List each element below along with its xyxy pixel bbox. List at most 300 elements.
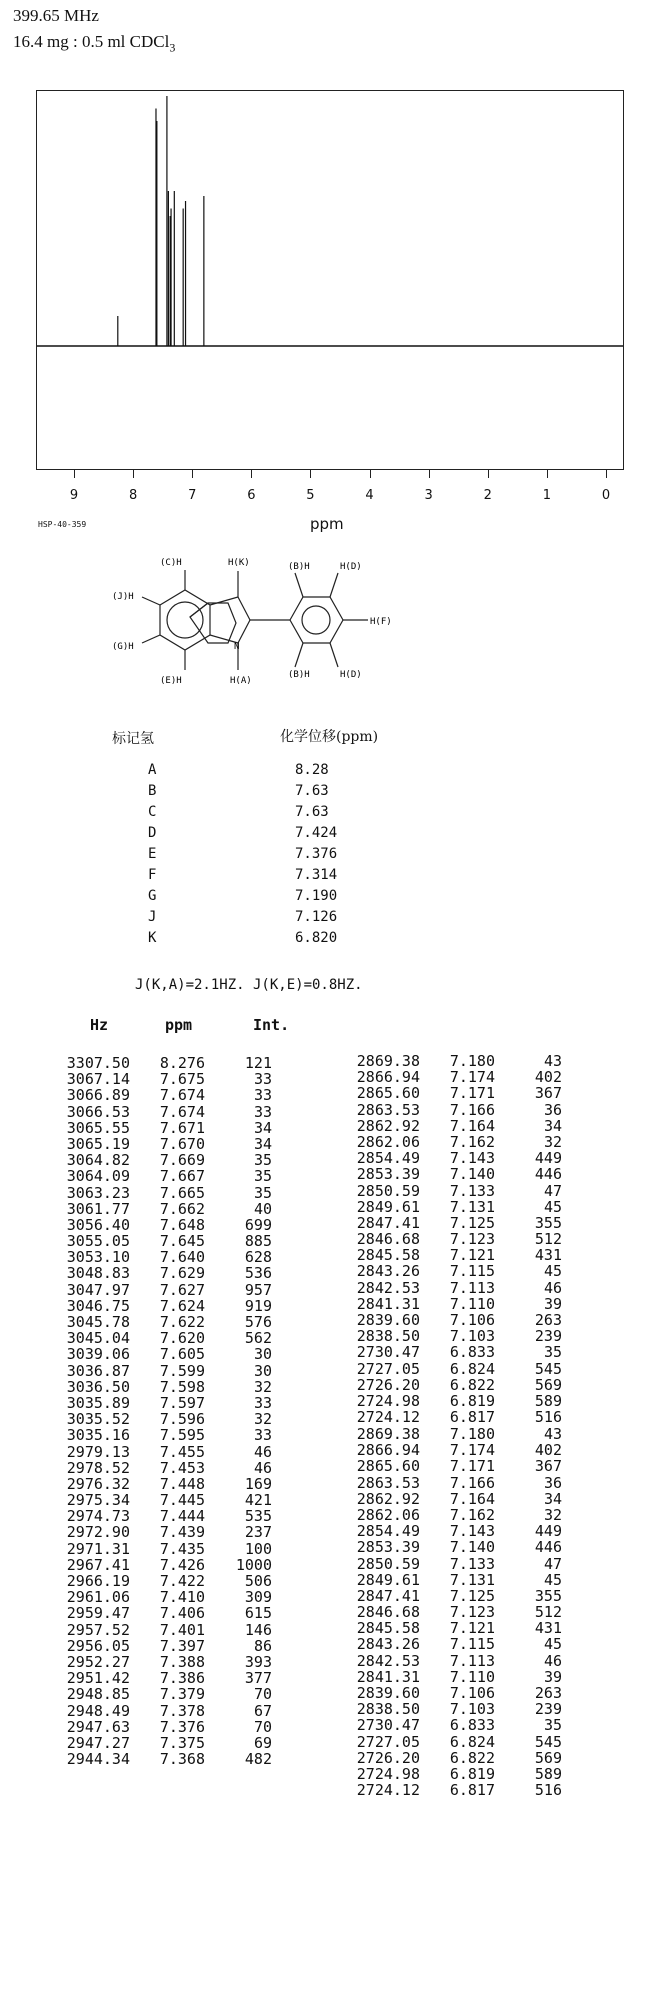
peak-row [60, 1314, 290, 1330]
assignment-value: 7.63 [295, 804, 329, 820]
peak-row [60, 1703, 290, 1719]
peak-hz: 2854.49 [356, 1522, 420, 1541]
peak-hz: 3035.16 [66, 1426, 130, 1445]
peak-ppm: 7.435 [159, 1539, 205, 1558]
peak-row [350, 1361, 600, 1377]
peak-hz: 2841.31 [356, 1294, 420, 1313]
peak-int: 100 [244, 1539, 272, 1558]
peak-int: 47 [543, 1181, 562, 1200]
peak-hz: 3047.97 [66, 1280, 130, 1299]
axis-tick [370, 470, 371, 478]
peak-ppm: 7.103 [449, 1327, 495, 1346]
peak-hz: 2956.05 [66, 1636, 130, 1655]
peak-ppm: 7.164 [449, 1116, 495, 1135]
peak-row [60, 1233, 290, 1249]
peak-hz: 2726.20 [356, 1748, 420, 1767]
peak-row [350, 1328, 600, 1344]
peak-ppm: 7.667 [159, 1167, 205, 1186]
peak-row [60, 1282, 290, 1298]
peak-row [350, 1507, 600, 1523]
peak-ppm: 7.596 [159, 1410, 205, 1429]
peak-ppm: 7.378 [159, 1701, 205, 1720]
peak-hz: 2944.34 [66, 1750, 130, 1769]
assignment-values [295, 760, 337, 949]
peak-int: 30 [253, 1361, 272, 1380]
axis-tick-label: 8 [128, 488, 138, 503]
peak-ppm: 7.410 [159, 1588, 205, 1607]
peak-int: 393 [244, 1652, 272, 1671]
peak-hz: 3065.55 [66, 1118, 130, 1137]
label-B2: (B)H [288, 670, 310, 680]
peak-hz: 3048.83 [66, 1264, 130, 1283]
peak-int: 615 [244, 1604, 272, 1623]
peak-hz: 2727.05 [356, 1359, 420, 1378]
peak-row [350, 1393, 600, 1409]
axis-tick-label: 2 [483, 488, 492, 503]
peak-row [60, 1460, 290, 1476]
peak-hz: 3061.77 [66, 1199, 130, 1218]
peak-int: 40 [253, 1199, 272, 1218]
peak-hz: 3035.52 [66, 1410, 130, 1429]
peak-int: 70 [253, 1717, 272, 1736]
peak-ppm: 7.110 [449, 1294, 495, 1313]
peak-row [60, 1573, 290, 1589]
peak-ppm: 6.819 [449, 1391, 495, 1410]
peak-hz: 3066.53 [66, 1102, 130, 1121]
label-K: H(K) [228, 558, 250, 568]
peak-row [60, 1638, 290, 1654]
axis-tick-label: 0 [601, 488, 611, 503]
peak-int: 33 [253, 1070, 272, 1089]
peak-row [350, 1215, 600, 1231]
peak-int: 449 [534, 1149, 562, 1168]
peak-int: 45 [543, 1197, 562, 1216]
peak-hz: 3307.50 [66, 1054, 130, 1072]
peak-row [350, 1053, 600, 1069]
peak-hz: 3045.04 [66, 1329, 130, 1348]
axis-tick [310, 470, 311, 478]
spectrum-id: HSP-40-359 [38, 520, 87, 529]
assignment-value: 7.190 [295, 888, 338, 904]
assignment-label: C [148, 804, 157, 820]
sample-text: 16.4 mg : 0.5 ml CDCl [13, 32, 170, 51]
peak-hz: 2972.90 [66, 1523, 130, 1542]
peak-row [350, 1263, 600, 1279]
peak-hz: 2726.20 [356, 1375, 420, 1394]
peak-ppm: 7.106 [449, 1684, 495, 1702]
peak-int: 377 [244, 1669, 272, 1688]
peak-ppm: 7.422 [159, 1572, 205, 1590]
peak-hz: 2849.61 [356, 1570, 420, 1589]
peak-ppm: 7.375 [159, 1733, 205, 1752]
peak-row [60, 1363, 290, 1379]
peak-row [60, 1136, 290, 1152]
peak-hz: 3055.05 [66, 1232, 130, 1251]
peak-ppm: 7.671 [159, 1118, 205, 1137]
peak-hz: 2727.05 [356, 1732, 420, 1751]
peak-ppm: 6.833 [449, 1343, 495, 1362]
peak-row [60, 1476, 290, 1492]
peak-ppm: 7.455 [159, 1442, 205, 1461]
peak-hz: 2947.27 [66, 1733, 130, 1752]
peak-row [60, 1330, 290, 1346]
peak-ppm: 6.833 [449, 1716, 495, 1735]
peak-hz: 2843.26 [356, 1262, 420, 1281]
peak-ppm: 7.166 [449, 1100, 495, 1119]
peak-int: 32 [543, 1505, 562, 1524]
peak-hz: 3036.50 [66, 1377, 130, 1396]
peak-row [350, 1134, 600, 1150]
peak-ppm: 7.121 [449, 1246, 495, 1265]
peak-int: 421 [244, 1491, 272, 1510]
peak-ppm: 7.113 [449, 1278, 495, 1297]
peak-int: 628 [244, 1248, 272, 1267]
peak-int: 355 [534, 1586, 562, 1605]
peak-hz: 2853.39 [356, 1165, 420, 1184]
peak-ppm: 7.674 [159, 1086, 205, 1105]
peak-int: 33 [253, 1086, 272, 1105]
peak-row [350, 1636, 600, 1652]
peak-ppm: 7.115 [449, 1262, 495, 1281]
peak-ppm: 7.624 [159, 1296, 205, 1315]
peak-int: 45 [543, 1635, 562, 1654]
peak-ppm: 7.133 [449, 1554, 495, 1573]
peak-int: 146 [244, 1620, 272, 1639]
peak-ppm: 7.368 [159, 1750, 205, 1769]
peak-int: 35 [543, 1343, 562, 1362]
peak-row [350, 1377, 600, 1393]
peak-ppm: 7.599 [159, 1361, 205, 1380]
peak-hz: 2947.63 [66, 1717, 130, 1736]
assignment-label: J [148, 909, 157, 925]
peak-row [60, 1524, 290, 1540]
peak-ppm: 6.822 [449, 1748, 495, 1767]
peak-ppm: 7.125 [449, 1213, 495, 1232]
axis-tick-label: 9 [69, 488, 79, 503]
peak-ppm: 7.131 [449, 1197, 495, 1216]
peak-int: 569 [534, 1748, 562, 1767]
peak-row [60, 1379, 290, 1395]
peak-int: 446 [534, 1165, 562, 1184]
peak-int: 431 [534, 1246, 562, 1265]
assignment-label: B [148, 783, 157, 799]
peak-hz: 2862.06 [356, 1132, 420, 1151]
spectrum-trace [37, 91, 623, 469]
peak-int: 39 [543, 1294, 562, 1313]
peak-int: 45 [543, 1262, 562, 1281]
peak-ppm: 7.597 [159, 1393, 205, 1412]
peak-int: 33 [253, 1426, 272, 1445]
peak-hz: 3045.78 [66, 1313, 130, 1331]
label-A: H(A) [230, 676, 252, 686]
peak-int: 402 [534, 1068, 562, 1087]
peak-hz: 2846.68 [356, 1603, 420, 1622]
peak-ppm: 6.819 [449, 1764, 495, 1783]
peak-hz: 2849.61 [356, 1197, 420, 1216]
peak-hz: 2957.52 [66, 1620, 130, 1639]
peak-row [60, 1557, 290, 1573]
nmr-spectrum-plot [36, 90, 624, 470]
peak-int: 367 [534, 1457, 562, 1476]
assignment-value: 8.28 [295, 762, 329, 778]
peak-hz: 2850.59 [356, 1554, 420, 1573]
peak-int: 512 [534, 1603, 562, 1622]
peak-hz: 3064.82 [66, 1151, 130, 1170]
peak-ppm: 7.133 [449, 1181, 495, 1200]
peak-row [350, 1750, 600, 1766]
axis-tick [429, 470, 430, 478]
peak-ppm: 7.143 [449, 1522, 495, 1541]
ppm-axis [36, 470, 624, 510]
peak-int: 545 [534, 1732, 562, 1751]
peak-hz: 2838.50 [356, 1327, 420, 1346]
peak-int: 576 [244, 1313, 272, 1331]
peak-int: 506 [244, 1572, 272, 1590]
peak-row [60, 1168, 290, 1184]
peak-int: 589 [534, 1764, 562, 1783]
peak-int: 35 [543, 1716, 562, 1735]
peak-hz: 2724.98 [356, 1764, 420, 1783]
peak-row [350, 1588, 600, 1604]
peak-row [60, 1427, 290, 1443]
peak-hz: 2854.49 [356, 1149, 420, 1168]
peak-hz: 2967.41 [66, 1555, 130, 1574]
col-header-int: Int. [253, 1016, 290, 1034]
peak-int: 46 [543, 1651, 562, 1670]
peak-int: 46 [253, 1442, 272, 1461]
peak-ppm: 7.406 [159, 1604, 205, 1623]
peak-int: 34 [543, 1489, 562, 1508]
peak-hz: 3063.23 [66, 1183, 130, 1202]
peak-ppm: 7.386 [159, 1669, 205, 1688]
peak-row [350, 1458, 600, 1474]
peak-hz: 2866.94 [356, 1068, 420, 1087]
peak-ppm: 7.669 [159, 1151, 205, 1170]
peak-ppm: 7.397 [159, 1636, 205, 1655]
peak-ppm: 7.131 [449, 1570, 495, 1589]
peak-hz: 2865.60 [356, 1084, 420, 1103]
peak-ppm: 7.106 [449, 1311, 495, 1329]
assignment-col2-header: 化学位移(ppm) [280, 729, 379, 745]
peak-int: 699 [244, 1215, 272, 1234]
peak-ppm: 6.824 [449, 1732, 495, 1751]
peak-hz: 3046.75 [66, 1296, 130, 1315]
label-J: (J)H [112, 592, 134, 602]
label-D2: H(D) [340, 670, 362, 680]
peak-int: 237 [244, 1523, 272, 1542]
peak-row [60, 1395, 290, 1411]
peak-row [60, 1185, 290, 1201]
peak-int: 169 [244, 1474, 272, 1493]
peak-row [60, 1670, 290, 1686]
peak-int: 885 [244, 1232, 272, 1251]
peak-hz: 2843.26 [356, 1635, 420, 1654]
peak-int: 32 [253, 1410, 272, 1429]
assignment-value: 7.126 [295, 909, 338, 925]
peak-ppm: 7.166 [449, 1473, 495, 1492]
peak-row [350, 1231, 600, 1247]
peak-hz: 2845.58 [356, 1619, 420, 1638]
peak-row [60, 1104, 290, 1120]
peak-int: 36 [543, 1473, 562, 1492]
peak-row [60, 1589, 290, 1605]
peak-row [350, 1409, 600, 1425]
peak-ppm: 7.645 [159, 1232, 205, 1251]
peak-int: 30 [253, 1345, 272, 1364]
peak-ppm: 7.605 [159, 1345, 205, 1364]
axis-tick [547, 470, 548, 478]
peak-ppm: 7.379 [159, 1685, 205, 1704]
peak-hz: 3036.87 [66, 1361, 130, 1380]
peak-row [350, 1620, 600, 1636]
peak-row [350, 1523, 600, 1539]
peak-int: 1000 [235, 1555, 272, 1574]
peak-hz: 2842.53 [356, 1278, 420, 1297]
peak-hz: 3066.89 [66, 1086, 130, 1105]
assignment-labels [148, 760, 156, 949]
peak-ppm: 7.162 [449, 1505, 495, 1524]
assignment-label: E [148, 846, 157, 862]
peak-ppm: 7.448 [159, 1474, 205, 1493]
peak-row [350, 1069, 600, 1085]
peak-ppm: 7.640 [159, 1248, 205, 1267]
peak-row [60, 1411, 290, 1427]
peak-ppm: 7.113 [449, 1651, 495, 1670]
peak-hz: 2869.38 [356, 1052, 420, 1070]
peak-hz: 2862.92 [356, 1116, 420, 1135]
peak-hz: 2976.32 [66, 1474, 130, 1493]
assignment-label: D [148, 825, 157, 841]
assignment-label: F [148, 867, 157, 883]
peak-ppm: 6.822 [449, 1375, 495, 1394]
peak-row [350, 1247, 600, 1263]
axis-label: ppm [310, 515, 344, 533]
indole-structure-diagram [90, 545, 490, 705]
peak-int: 45 [543, 1570, 562, 1589]
peak-int: 263 [534, 1684, 562, 1702]
peak-int: 33 [253, 1393, 272, 1412]
peak-int: 355 [534, 1213, 562, 1232]
peak-ppm: 7.171 [449, 1457, 495, 1476]
coupling-constants: J(K,A)=2.1HZ. J(K,E)=0.8HZ. [135, 977, 363, 993]
peak-int: 86 [253, 1636, 272, 1655]
peak-ppm: 7.110 [449, 1667, 495, 1686]
peak-ppm: 7.627 [159, 1280, 205, 1299]
peak-row [60, 1719, 290, 1735]
peak-ppm: 7.180 [449, 1425, 495, 1443]
peak-row [350, 1734, 600, 1750]
peak-hz: 2869.38 [356, 1425, 420, 1443]
peak-row [350, 1475, 600, 1491]
peak-int: 35 [253, 1183, 272, 1202]
peak-ppm: 7.622 [159, 1313, 205, 1331]
peak-ppm: 7.143 [449, 1149, 495, 1168]
peak-int: 34 [253, 1118, 272, 1137]
peak-hz: 2961.06 [66, 1588, 130, 1607]
sample-subscript: 3 [169, 40, 176, 55]
peak-int: 34 [253, 1134, 272, 1153]
peak-ppm: 7.376 [159, 1717, 205, 1736]
peak-row [350, 1442, 600, 1458]
peak-row [60, 1298, 290, 1314]
assignment-value: 7.376 [295, 846, 338, 862]
peak-hz: 2853.39 [356, 1538, 420, 1557]
peak-row [350, 1539, 600, 1555]
peak-row [350, 1102, 600, 1118]
peak-int: 69 [253, 1733, 272, 1752]
peak-row [350, 1183, 600, 1199]
peak-ppm: 7.125 [449, 1586, 495, 1605]
peak-int: 43 [543, 1052, 562, 1070]
peak-row [60, 1346, 290, 1362]
peak-ppm: 7.388 [159, 1652, 205, 1671]
peak-hz: 2847.41 [356, 1213, 420, 1232]
peak-int: 121 [244, 1054, 272, 1072]
peak-row [350, 1312, 600, 1328]
peak-hz: 3056.40 [66, 1215, 130, 1234]
sample-label [13, 32, 175, 55]
peak-hz: 2839.60 [356, 1311, 420, 1329]
peak-hz: 2862.92 [356, 1489, 420, 1508]
peak-ppm: 7.426 [159, 1555, 205, 1574]
peak-hz: 2865.60 [356, 1457, 420, 1476]
peak-row [60, 1249, 290, 1265]
col-header-ppm: ppm [165, 1016, 193, 1034]
axis-tick-label: 6 [247, 488, 256, 503]
assignment-label: A [148, 762, 157, 778]
peak-hz: 2948.49 [66, 1701, 130, 1720]
peak-row [350, 1491, 600, 1507]
peak-int: 36 [543, 1100, 562, 1119]
peak-int: 34 [543, 1116, 562, 1135]
peak-table-left [60, 1055, 290, 1767]
peak-int: 43 [543, 1425, 562, 1443]
peak-ppm: 7.629 [159, 1264, 205, 1283]
peak-int: 70 [253, 1685, 272, 1704]
peak-ppm: 7.444 [159, 1507, 205, 1526]
axis-tick-label: 5 [306, 488, 315, 503]
assignment-col1-header: 标记氢 [112, 731, 154, 747]
peak-row [60, 1492, 290, 1508]
peak-ppm: 7.595 [159, 1426, 205, 1445]
peak-ppm: 7.670 [159, 1134, 205, 1153]
peak-int: 536 [244, 1264, 272, 1283]
peak-ppm: 7.115 [449, 1635, 495, 1654]
peak-row [60, 1071, 290, 1087]
peak-row [60, 1217, 290, 1233]
peak-row [60, 1087, 290, 1103]
peak-int: 39 [543, 1667, 562, 1686]
peak-hz: 2966.19 [66, 1572, 130, 1590]
peak-row [60, 1201, 290, 1217]
peak-hz: 2952.27 [66, 1652, 130, 1671]
peak-int: 47 [543, 1554, 562, 1573]
peak-int: 46 [543, 1278, 562, 1297]
peak-row [350, 1669, 600, 1685]
peak-row [60, 1120, 290, 1136]
peak-ppm: 7.675 [159, 1070, 205, 1089]
peak-ppm: 7.665 [159, 1183, 205, 1202]
peak-hz: 2847.41 [356, 1586, 420, 1605]
axis-tick-label: 3 [424, 488, 433, 503]
peak-int: 569 [534, 1375, 562, 1394]
peak-int: 449 [534, 1522, 562, 1541]
peak-int: 512 [534, 1230, 562, 1249]
label-G: (G)H [112, 642, 134, 652]
peak-row [350, 1653, 600, 1669]
peak-hz: 2971.31 [66, 1539, 130, 1558]
peak-hz: 2863.53 [356, 1473, 420, 1492]
